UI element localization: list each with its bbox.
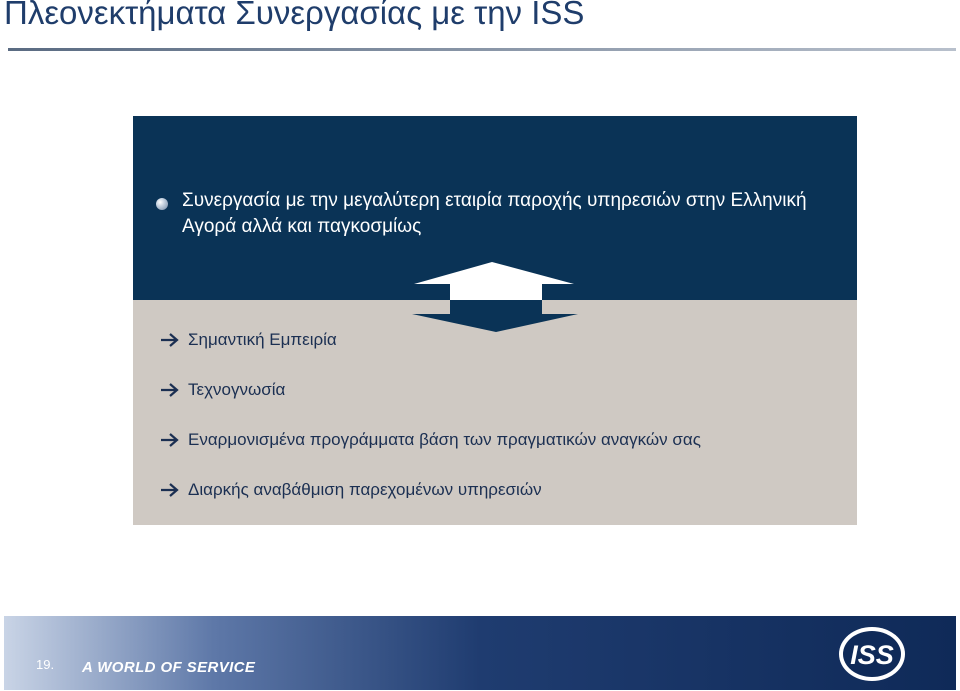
svg-text:ISS: ISS: [850, 640, 894, 670]
list-item: [160, 428, 701, 452]
headline: [156, 188, 836, 240]
benefit-tailored-programs: Εναρμονισμένα προγράμματα βάση των πραγματικών αναγκών σας: [188, 430, 701, 449]
benefits-list: [160, 328, 701, 528]
list-item: [160, 478, 701, 502]
list-item: [160, 328, 701, 352]
slide-title: Πλεονεκτήματα Συνεργασίας με την ISS: [4, 0, 585, 31]
list-item: [160, 378, 701, 402]
page-number: 19.: [36, 657, 55, 672]
double-arrow-icon: [410, 262, 580, 334]
arrow-right-icon: [160, 382, 182, 398]
arrow-right-icon: [160, 332, 182, 348]
benefit-know-how: Τεχνογνωσία: [188, 380, 286, 399]
arrow-right-icon: [160, 432, 182, 448]
iss-logo-icon: [836, 624, 908, 684]
footer-bar: [4, 616, 956, 690]
title-underline: [8, 48, 956, 51]
footer-slogan: A WORLD OF SERVICE: [82, 659, 256, 676]
headline-text: Συνεργασία με την μεγαλύτερη εταιρία παροχής υπηρεσιών στην Ελληνική Αγορά αλλά και παγκοσμίως: [182, 190, 807, 237]
arrow-right-icon: [160, 482, 182, 498]
benefit-experience: Σημαντική Εμπειρία: [188, 330, 337, 349]
benefit-continuous-upgrade: Διαρκής αναβάθμιση παρεχομένων υπηρεσιών: [188, 480, 542, 499]
sphere-bullet-icon: [156, 198, 168, 210]
